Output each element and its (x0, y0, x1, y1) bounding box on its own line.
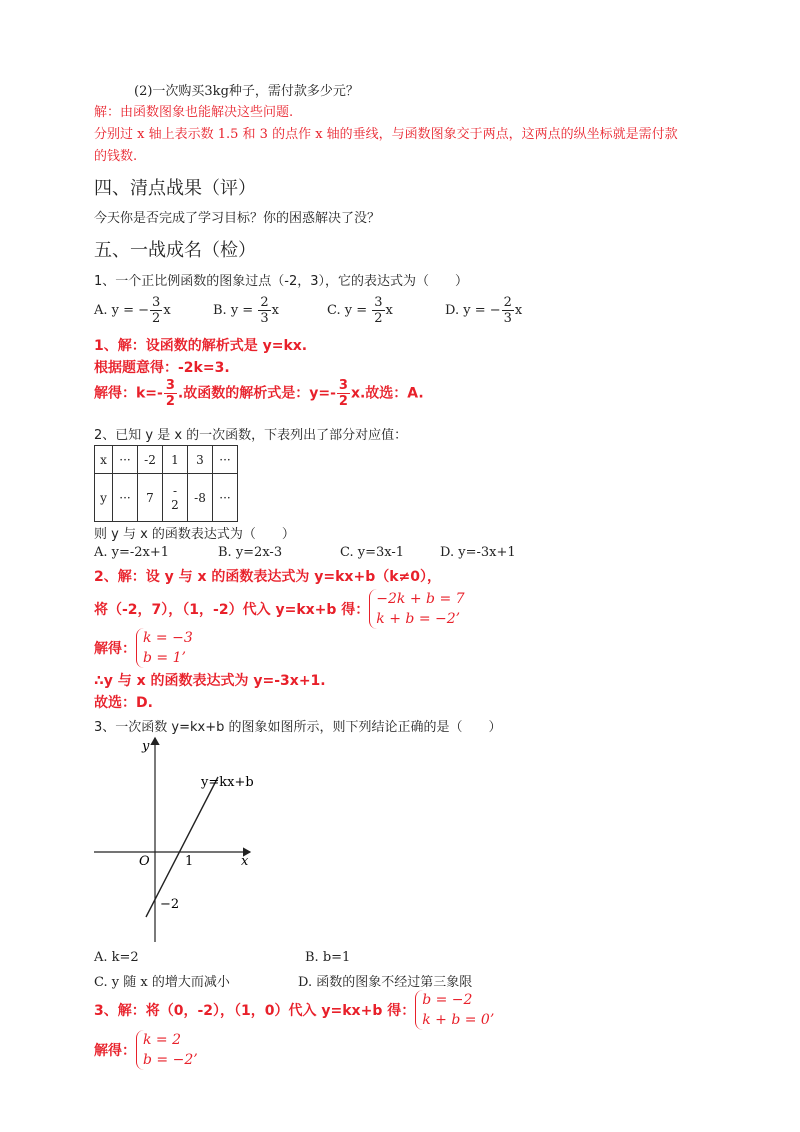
problem-3-graph (90, 732, 270, 947)
table-cell-neg2: - 2 (163, 474, 188, 522)
function-line (146, 777, 218, 917)
problem-3-system-1: b = −2 k + b = 0’ (415, 990, 494, 1030)
problem-1-solution-2: 根据题意得：-2k=3. (94, 360, 230, 376)
origin-label: O (139, 854, 150, 869)
problem-2-option-b: B. y=2x-3 (218, 545, 283, 560)
y-intercept-label: −2 (160, 897, 180, 912)
question-2-of-previous: (2)一次购买3kg种子，需付款多少元？ (134, 84, 359, 99)
problem-3-solution-1: 3、解：将（0，-2），（1，0）代入 y=kx+b 得： b = −2 k + b = 0’ (94, 992, 495, 1028)
problem-3-question: 3、一次函数 y=kx+b 的图象如图所示，则下列结论正确的是（ ） (94, 720, 502, 735)
problem-2-solution-3: 解得： k = −3 b = 1’ (94, 630, 193, 666)
solution-line-2: 分别过 x 轴上表示数 1.5 和 3 的点作 x 轴的垂线，与函数图象交于两点，这两点的纵坐标就是需付款 (94, 127, 678, 142)
table-row-x: x ··· -2 1 3 ··· (95, 446, 238, 474)
problem-3-option-b: B. b=1 (305, 950, 351, 965)
problem-2-question-2: 则 y 与 x 的函数表达式为（ ） (94, 527, 295, 542)
section-4-title: 四、清点战果（评） (94, 178, 256, 199)
problem-1-option-a: A. y = − $\frac{3}{2}$ x (94, 295, 171, 326)
problem-1-option-d: D. y = − $\frac{2}{3}$ x (445, 295, 523, 326)
problem-2-solution-5: 故选：D. (94, 695, 153, 711)
problem-1-option-b: B. y = $\frac{2}{3}$ x (213, 295, 279, 326)
problem-2-solution-4: ∴y 与 x 的函数表达式为 y=-3x+1. (94, 673, 326, 689)
section-5-title: 五、一战成名（检） (94, 240, 256, 261)
problem-1-solution-1: 1、解：设函数的解析式是 y=kx. (94, 338, 308, 354)
y-axis-label: y (142, 739, 150, 754)
problem-2-system-2: k = −3 b = 1’ (136, 628, 193, 668)
table-row-y: y ··· 7 - 2 -8 ··· (95, 474, 238, 522)
problem-1-question: 1、一个正比例函数的图象过点（-2，3），它的表达式为（ ） (94, 274, 469, 289)
x-intercept-label: 1 (185, 854, 194, 869)
problem-2-solution-1: 2、解：设 y 与 x 的函数表达式为 y=kx+b（k≠0）， (94, 569, 441, 585)
problem-3-system-2: k = 2 b = −2’ (136, 1030, 198, 1070)
solution-line-1: 解：由函数图象也能解决这些问题. (94, 105, 294, 120)
solution-line-3: 的钱数. (94, 149, 138, 164)
problem-1-solution-3: 解得：k=- $\frac{3}{2}$ .故函数的解析式是：y=- $\frac{3}{2}$ x.故选：A. (94, 378, 424, 409)
problem-3-option-c: C. y 随 x 的增大而减小 (94, 975, 230, 990)
problem-1-option-c: C. y = $\frac{3}{2}$ x (327, 295, 393, 326)
line-equation-label: y=kx+b (201, 775, 254, 790)
problem-3-solution-2: 解得： k = 2 b = −2’ (94, 1032, 198, 1068)
problem-2-table (94, 445, 238, 522)
problem-2-option-c: C. y=3x-1 (340, 545, 405, 560)
problem-2-solution-2: 将（-2，7），（1，-2）代入 y=kx+b 得： −2k + b = 7 k + b = −2’ (94, 591, 465, 627)
problem-2-system-1: −2k + b = 7 k + b = −2’ (369, 589, 464, 629)
problem-3-option-a: A. k=2 (94, 950, 139, 965)
problem-2-option-d: D. y=-3x+1 (440, 545, 516, 560)
problem-2-option-a: A. y=-2x+1 (94, 545, 170, 560)
x-axis-label: x (241, 854, 249, 869)
problem-3-option-d: D. 函数的图象不经过第三象限 (298, 975, 473, 990)
problem-2-question: 2、已知 y 是 x 的一次函数，下表列出了部分对应值： (94, 428, 408, 443)
section-4-text: 今天你是否完成了学习目标？你的困惑解决了没？ (94, 211, 381, 226)
